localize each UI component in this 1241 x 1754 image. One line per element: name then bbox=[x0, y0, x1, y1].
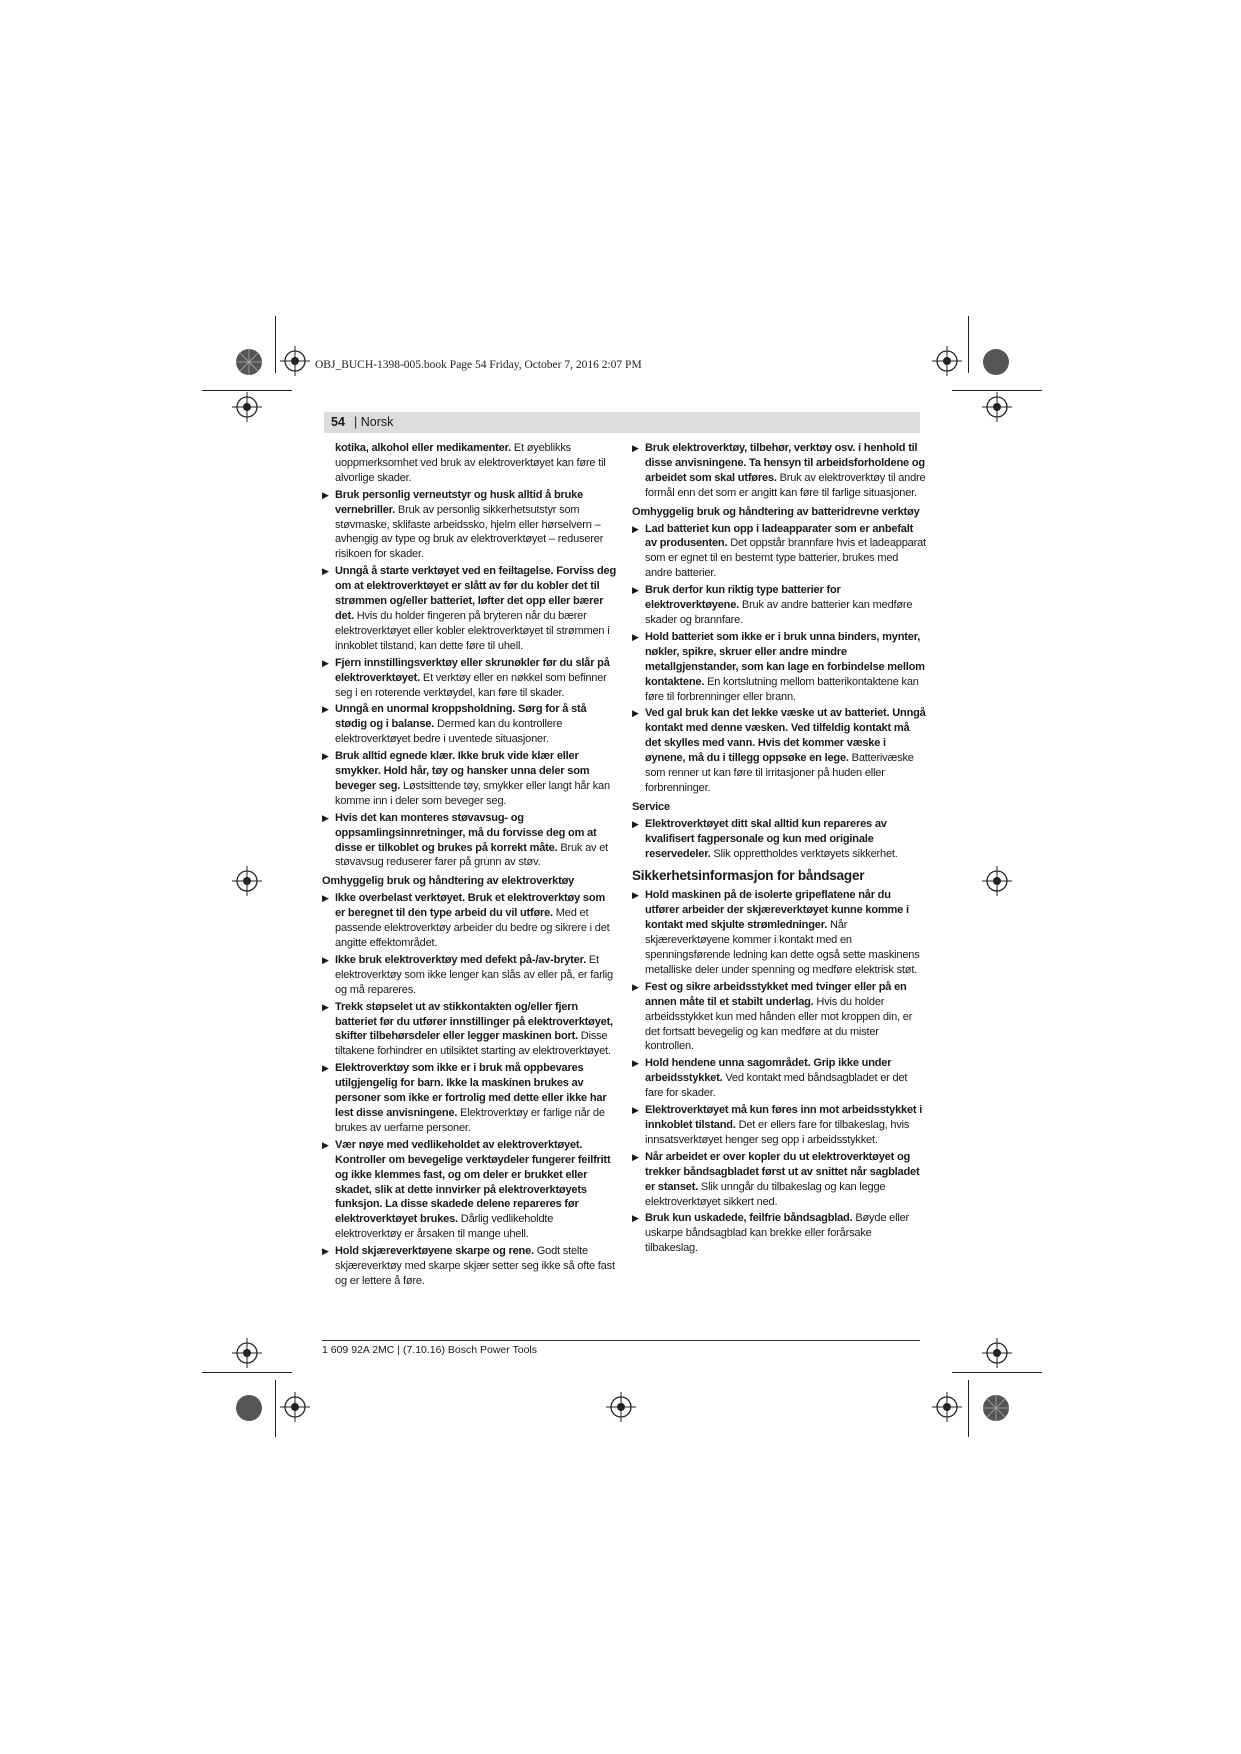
bullet-item bbox=[632, 583, 927, 628]
body-text: Dermed kan du kontrollere elektroverktøyet bedre i uventede situasjoner. bbox=[335, 718, 563, 746]
bullet-arrow-icon: ▶ bbox=[632, 981, 639, 992]
print-header: OBJ_BUCH-1398-005.book Page 54 Friday, October 7, 2016 2:07 PM bbox=[315, 359, 642, 371]
bullet-arrow-icon: ▶ bbox=[632, 631, 639, 642]
bullet-arrow-icon: ▶ bbox=[322, 751, 329, 762]
color-bar-disc-icon bbox=[982, 1394, 1010, 1422]
bullet-item bbox=[322, 891, 617, 951]
registration-target-icon bbox=[982, 1338, 1012, 1368]
bold-lead-text: Elektroverktøy som ikke er i bruk må oppbevares utilgjengelig for barn. Ikke la maskinen brukes av personer som ikke er fortrolig med dette eller ikke har lest disse anvisningene. bbox=[335, 1062, 607, 1119]
bullet-arrow-icon: ▶ bbox=[322, 893, 329, 904]
body-text: Slik opprettholdes verktøyets sikkerhet. bbox=[710, 847, 898, 860]
body-text: Det er ellers fare for tilbakeslag, hvis innsatsverktøyet henger seg opp i arbeidsstykket. bbox=[645, 1118, 910, 1146]
registration-target-icon bbox=[982, 392, 1012, 422]
section-heading: Sikkerhetsinformasjon for båndsager bbox=[632, 868, 865, 884]
bold-lead-text: Fjern innstillingsverktøy eller skrunøkler før du slår på elektroverktøyet. bbox=[335, 656, 610, 684]
bold-lead-text: Ved gal bruk kan det lekke væske ut av batteriet. Unngå kontakt med denne væsken. Ved tilfeldig kontakt må det skylles med vann. Hvis det kommer væske i øynene, må du i tillegg oppsøke en lege. bbox=[645, 707, 926, 765]
body-text: Med et passende elektroverktøy arbeider du bedre og sikrere i det angitte effektområdet. bbox=[335, 907, 610, 949]
bullet-item bbox=[632, 888, 927, 977]
bold-lead-text: Bruk personlig verneutstyr og husk alltid å bruke vernebriller. bbox=[335, 488, 584, 516]
bullet-arrow-icon: ▶ bbox=[322, 954, 329, 965]
bold-lead-text: Ikke bruk elektroverktøy med defekt på-/av-bryter. bbox=[335, 953, 586, 966]
bullet-arrow-icon: ▶ bbox=[632, 1058, 639, 1069]
bold-lead-text: Hvis det kan monteres støvavsug- og oppsamlingsinnretninger, må du forvisse deg om at disse er tilkoblet og brukes på korrekt måte. bbox=[335, 811, 597, 854]
bold-lead-text: Unngå å starte verktøyet ved en feiltagelse. Forviss deg om at elektroverktøyet er slått av før du kobler det til strømmen og/eller batteriet, løfter det opp eller bærer det. bbox=[335, 565, 617, 622]
bullet-arrow-icon: ▶ bbox=[322, 566, 329, 577]
bold-lead-text: Vær nøye med vedlikeholdet av elektroverktøyet. Kontroller om bevegelige verktøydeler fungerer feilfritt og ikke klemmes fast, og om deler er brukket eller skadet, slik at dette innvirker på elektroverktøyets funksjon. La disse skadede delene repareres før elektroverktøyet brukes. bbox=[335, 1138, 611, 1226]
color-bar-disc-icon bbox=[235, 1394, 263, 1422]
body-text: Slik unngår du tilbakeslag og kan legge elektroverktøyet sikkert ned. bbox=[645, 1180, 886, 1208]
paragraph bbox=[335, 441, 617, 486]
body-text: Et øyeblikks uoppmerksomhet ved bruk av elektroverktøyet kan føre til alvorlige skader. bbox=[335, 442, 606, 484]
bold-lead-text: Ikke overbelast verktøyet. Bruk et elektroverktøy som er beregnet til den type arbeid du vil utføre. bbox=[335, 892, 606, 920]
bullet-arrow-icon: ▶ bbox=[632, 585, 639, 596]
bullet-item bbox=[322, 953, 617, 998]
crop-mark bbox=[952, 390, 1042, 391]
bullet-arrow-icon: ▶ bbox=[322, 1063, 329, 1074]
page-language: | Norsk bbox=[354, 415, 394, 429]
bullet-arrow-icon: ▶ bbox=[632, 818, 639, 829]
registration-target-icon bbox=[280, 346, 310, 376]
bullet-item bbox=[632, 706, 927, 795]
body-text: Disse tiltakene forhindrer en utilsiktet starting av elektroverktøyet. bbox=[335, 1030, 611, 1058]
bullet-item bbox=[632, 1103, 927, 1148]
bullet-arrow-icon: ▶ bbox=[632, 523, 639, 534]
bold-lead-text: Elektroverktøyet må kun føres inn mot arbeidsstykket i innkoblet tilstand. bbox=[645, 1104, 923, 1131]
body-text: Når skjæreverktøyene kommer i kontakt med en spenningsførende ledning kan dette også sette maskinens metalliske deler under spenning og medføre elektrisk støt. bbox=[645, 919, 920, 976]
body-text: En kortslutning mellom batterikontaktene kan føre til forbrenninger eller brann. bbox=[645, 675, 919, 703]
bullet-item bbox=[632, 441, 927, 501]
bullet-item bbox=[632, 817, 927, 862]
bullet-arrow-icon: ▶ bbox=[322, 1246, 329, 1257]
crop-mark bbox=[968, 1380, 969, 1437]
bullet-item bbox=[632, 980, 927, 1055]
bold-lead-text: Hold hendene unna sagområdet. Grip ikke under arbeidsstykket. bbox=[645, 1057, 892, 1085]
bullet-arrow-icon: ▶ bbox=[322, 1139, 329, 1150]
bold-lead-text: Hold maskinen på de isolerte gripeflatene når du utfører arbeider der skjæreverktøyet kunne komme i kontakt med skjulte strømledninger. bbox=[645, 889, 909, 932]
bullet-arrow-icon: ▶ bbox=[322, 657, 329, 668]
bullet-item bbox=[632, 1150, 927, 1210]
body-text: Dårlig vedlikeholdte elektroverktøy er årsaken til mange uhell. bbox=[335, 1213, 554, 1241]
left-text-column bbox=[322, 441, 617, 1291]
body-text: Bøyde eller uskarpe båndsagblad kan brekke eller forårsake tilbakeslag. bbox=[645, 1212, 910, 1255]
bullet-item bbox=[322, 1138, 617, 1242]
registration-target-icon bbox=[232, 866, 262, 896]
crop-mark bbox=[275, 316, 276, 373]
bold-lead-text: Bruk elektroverktøy, tilbehør, verktøy osv. i henhold til disse anvisningene. Ta hensyn til arbeidsforholdene og arbeidet som skal utføres. bbox=[645, 442, 925, 484]
subheading: Omhyggelig bruk og håndtering av elektroverktøy bbox=[322, 875, 575, 888]
bold-lead-text: Bruk alltid egnede klær. Ikke bruk vide klær eller smykker. Hold hår, tøy og hansker unna deler som beveger seg. bbox=[335, 750, 590, 792]
body-text: Batterivæske som renner ut kan føre til irritasjoner på huden eller forbrenninger. bbox=[645, 752, 914, 794]
bold-lead-text: Hold skjæreverktøyene skarpe og rene. bbox=[335, 1245, 534, 1258]
registration-target-icon bbox=[232, 392, 262, 422]
bullet-arrow-icon: ▶ bbox=[632, 1213, 639, 1224]
bullet-item bbox=[322, 1061, 617, 1136]
bullet-item bbox=[632, 1211, 927, 1256]
bullet-item bbox=[632, 522, 927, 582]
body-text: Elektroverktøy er farlige når de brukes av uerfarne personer. bbox=[335, 1106, 605, 1134]
bullet-item bbox=[632, 1056, 927, 1101]
bold-lead-text: Når arbeidet er over kopler du ut elektroverktøyet og trekker båndsagbladet først ut av snittet når sagbladet er stanset. bbox=[645, 1150, 920, 1193]
color-bar-disc-icon bbox=[982, 348, 1010, 376]
bold-lead-text: Bruk kun uskadede, feilfrie båndsagblad. bbox=[645, 1212, 853, 1225]
footer-divider bbox=[322, 1340, 920, 1341]
footer-text: 1 609 92A 2MC | (7.10.16) Bosch Power Tools bbox=[322, 1344, 537, 1356]
page-number: 54 bbox=[331, 415, 345, 429]
bullet-item bbox=[322, 1000, 617, 1060]
subheading: Omhyggelig bruk og håndtering av batteridrevne verktøy bbox=[632, 505, 920, 518]
bullet-item bbox=[322, 749, 617, 809]
body-text: Godt stelte skjæreverktøy med skarpe skjær setter seg ikke så ofte fast og er lettere å føre. bbox=[335, 1245, 615, 1287]
body-text: Bruk av andre batterier kan medføre skader og brannfare. bbox=[645, 599, 913, 626]
body-text: Løstsittende tøy, smykker eller langt hår kan komme inn i deler som beveger seg. bbox=[335, 779, 610, 807]
bullet-item bbox=[322, 564, 617, 653]
bullet-arrow-icon: ▶ bbox=[322, 704, 329, 715]
bullet-item bbox=[322, 656, 617, 701]
body-text: Et verktøy eller en nøkkel som befinner seg i en roterende verktøydel, kan føre til skader. bbox=[335, 671, 607, 699]
bold-lead-text: Hold batteriet som ikke er i bruk unna binders, mynter, nøkler, spikre, skruer eller andre mindre metallgjenstander, som kan lage en forbindelse mellom kontaktene. bbox=[645, 630, 925, 688]
bullet-item bbox=[322, 488, 617, 563]
subheading: Service bbox=[632, 800, 670, 813]
bold-lead-text: Bruk derfor kun riktig type batterier for elektroverktøyene. bbox=[645, 584, 841, 612]
registration-target-icon bbox=[232, 1338, 262, 1368]
bullet-arrow-icon: ▶ bbox=[632, 890, 639, 901]
crop-mark bbox=[952, 1372, 1042, 1373]
bullet-arrow-icon: ▶ bbox=[632, 1105, 639, 1116]
bold-lead-text: kotika, alkohol eller medikamenter. bbox=[335, 442, 511, 454]
bullet-arrow-icon: ▶ bbox=[322, 1001, 329, 1012]
body-text: Ved kontakt med båndsagbladet er det fare for skader. bbox=[645, 1072, 908, 1100]
bullet-item bbox=[322, 702, 617, 747]
bold-lead-text: Elektroverktøyet ditt skal alltid kun repareres av kvalifisert fagpersonale og kun med originale reservedeler. bbox=[645, 817, 887, 860]
bold-lead-text: Fest og sikre arbeidsstykket med tvinger eller på en annen måte til et stabilt underlag. bbox=[645, 980, 907, 1008]
registration-target-icon bbox=[606, 1392, 636, 1422]
bullet-item bbox=[322, 1244, 617, 1289]
body-text: Hvis du holder arbeidsstykket kun med hånden eller mot kroppen din, er det fortsatt bevegelig og kan medføre at du mister kontrollen. bbox=[645, 995, 913, 1053]
bullet-arrow-icon: ▶ bbox=[322, 812, 329, 823]
body-text: Hvis du holder fingeren på bryteren når du bærer elektroverktøyet eller kobler elektroverktøyet til strømmen i innkoblet tilstand, kan dette føre til uhell. bbox=[335, 609, 610, 652]
bullet-arrow-icon: ▶ bbox=[322, 489, 329, 500]
bullet-item bbox=[632, 630, 927, 705]
crop-mark bbox=[202, 1372, 292, 1373]
right-text-column bbox=[632, 441, 927, 1258]
bold-lead-text: Trekk støpselet ut av stikkontakten og/eller fjern batteriet før du utfører innstillinger på elektroverktøyet, skifter tilbehørsdeler eller legger maskinen bort. bbox=[335, 1000, 613, 1043]
color-bar-disc-icon bbox=[235, 348, 263, 376]
registration-target-icon bbox=[280, 1392, 310, 1422]
crop-mark bbox=[275, 1380, 276, 1437]
registration-target-icon bbox=[982, 866, 1012, 896]
page-header-bar bbox=[324, 412, 920, 433]
bullet-arrow-icon: ▶ bbox=[632, 443, 639, 453]
body-text: Det oppstår brannfare hvis et ladeapparat som er egnet til en bestemt type batterier, brukes med andre batterier. bbox=[645, 537, 926, 580]
crop-mark bbox=[968, 316, 969, 373]
bullet-item bbox=[322, 811, 617, 871]
bullet-arrow-icon: ▶ bbox=[632, 1151, 639, 1162]
bullet-arrow-icon: ▶ bbox=[632, 708, 639, 719]
body-text: Bruk av elektroverktøy til andre formål enn det som er angitt kan føre til farlige situasjoner. bbox=[645, 471, 926, 499]
body-text: Bruk av personlig sikkerhetsutstyr som støvmaske, sklifaste arbeidssko, hjelm eller hørselvern – avhengig av type og bruk av elektroverktøyet – reduserer risikoen for skader. bbox=[335, 503, 604, 561]
crop-mark bbox=[202, 390, 292, 391]
body-text: Bruk av et støvavsug reduserer farer på grunn av støv. bbox=[335, 841, 609, 869]
bold-lead-text: Unngå en unormal kroppsholdning. Sørg for å stå stødig og i balanse. bbox=[335, 703, 587, 731]
registration-target-icon bbox=[932, 1392, 962, 1422]
body-text: Et elektroverktøy som ikke lenger kan slås av eller på, er farlig og må repareres. bbox=[335, 953, 614, 996]
bold-lead-text: Lad batteriet kun opp i ladeapparater som er anbefalt av produsenten. bbox=[645, 522, 914, 550]
registration-target-icon bbox=[932, 346, 962, 376]
